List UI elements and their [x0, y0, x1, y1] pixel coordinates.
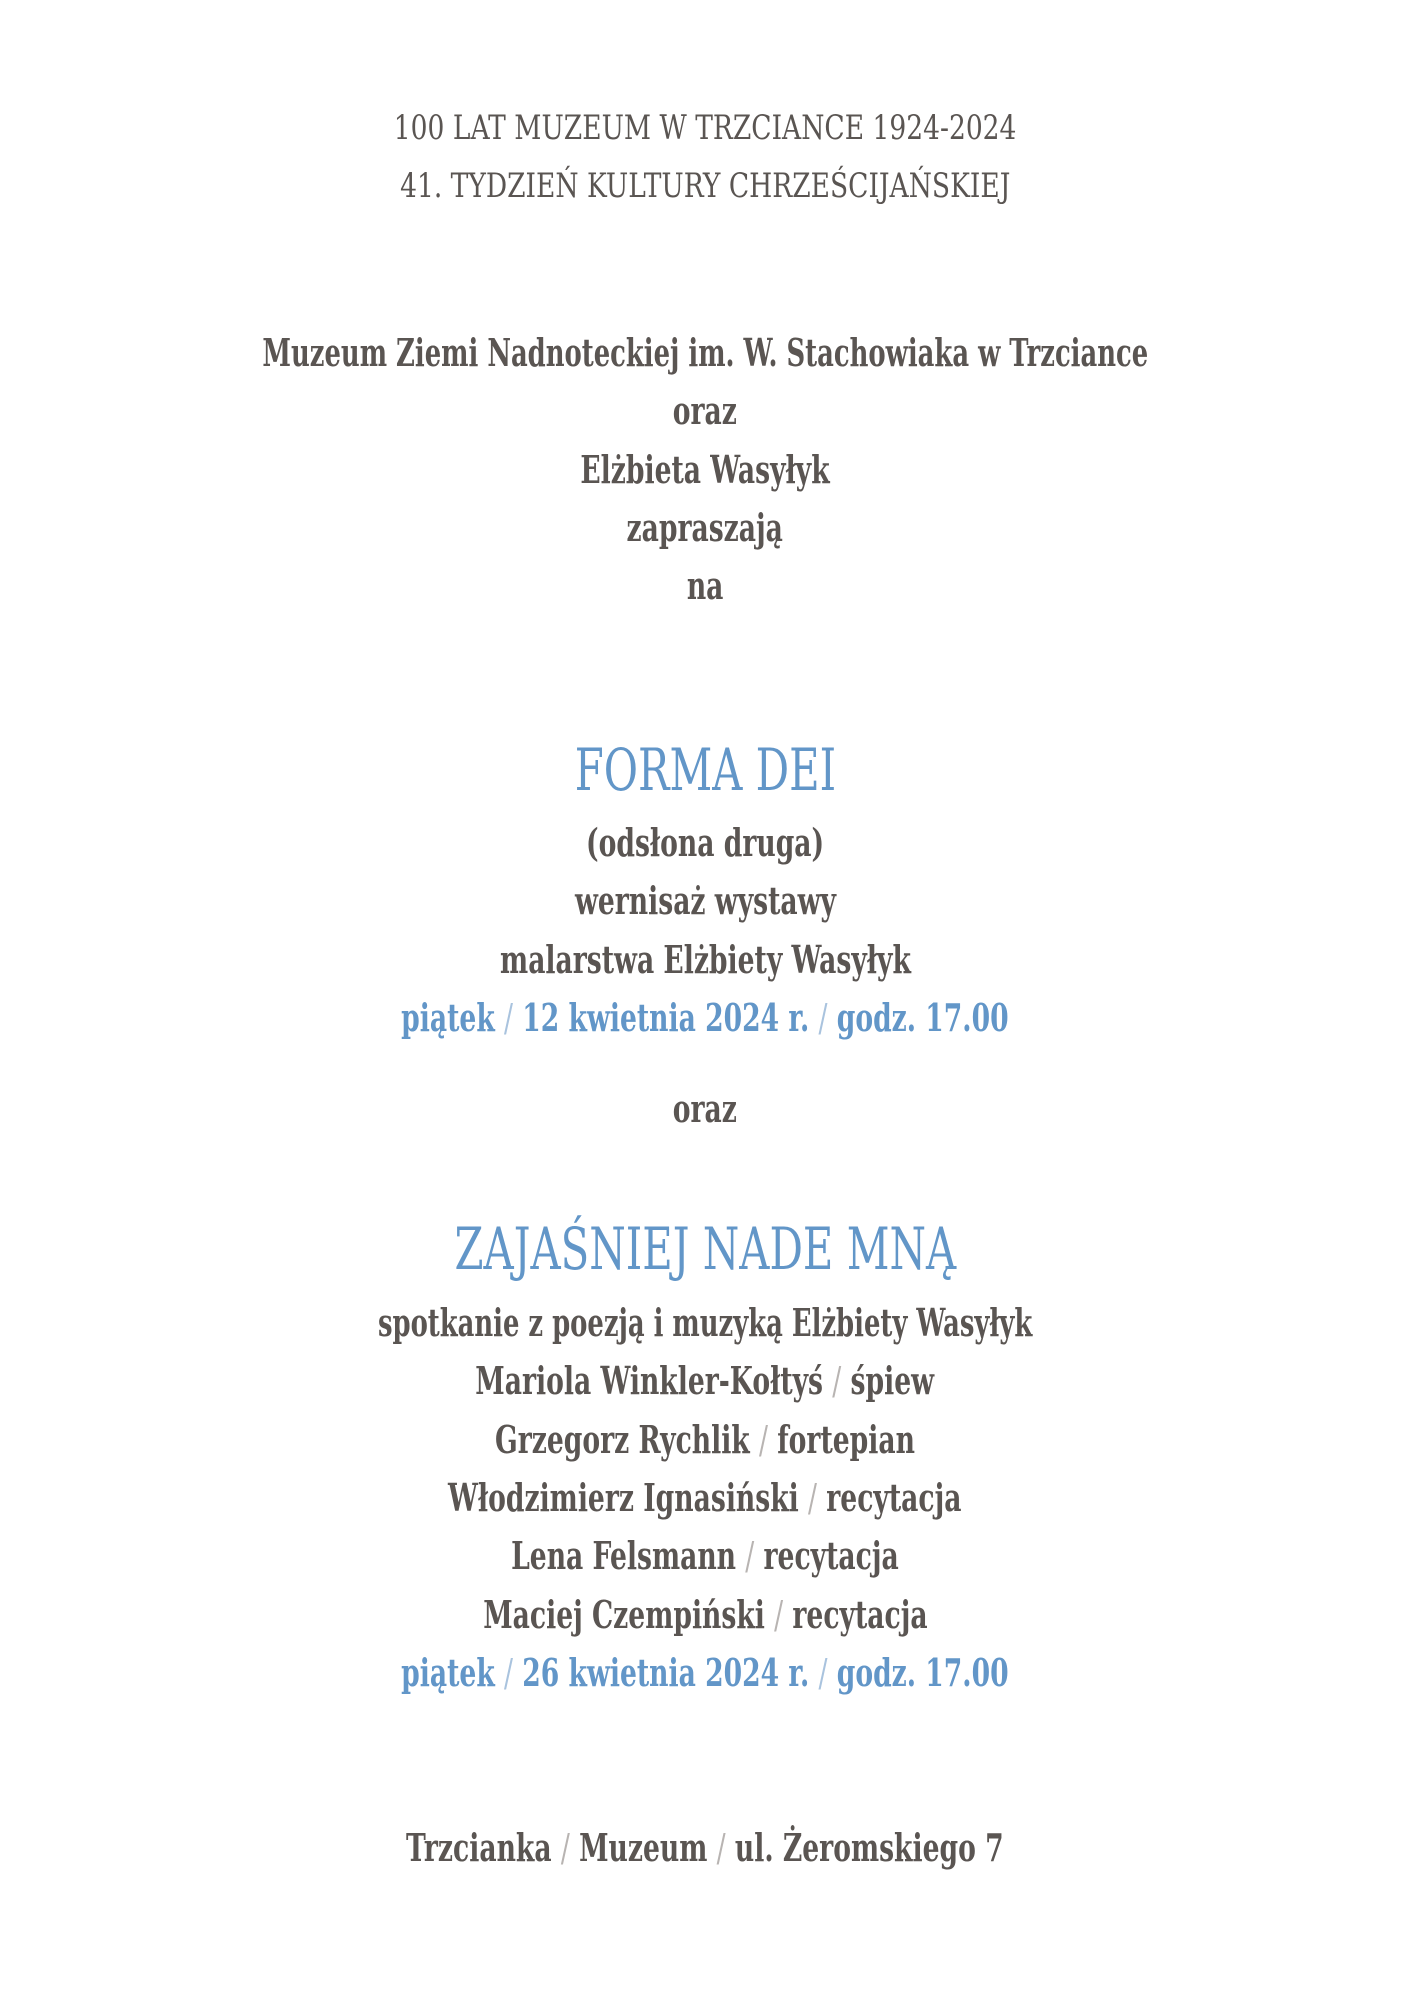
event1-date-value: 12 kwietnia 2024 r.: [522, 995, 810, 1040]
footer-address: Trzcianka / Muzeum / ul. Żeromskiego 7: [406, 1825, 1004, 1870]
event2-day: piątek: [401, 1650, 495, 1695]
event2-date-value: 26 kwietnia 2024 r.: [522, 1650, 810, 1695]
event1-time: godz. 17.00: [836, 995, 1009, 1040]
co-organizer: Elżbieta Wasyłyk: [580, 447, 830, 492]
performer: Lena Felsmann / recytacja: [511, 1533, 899, 1578]
event2-time: godz. 17.00: [836, 1650, 1009, 1695]
between-oraz: oraz: [672, 1086, 738, 1131]
event1-desc1: wernisaż wystawy: [574, 878, 836, 923]
event2-subtitle: spotkanie z poezją i muzyką Elżbiety Wasyłyk: [377, 1300, 1033, 1345]
performer: Maciej Czempiński / recytacja: [482, 1592, 928, 1637]
event1-title: FORMA DEI: [574, 736, 836, 804]
culture-week-heading: 41. TYDZIEŃ KULTURY CHRZEŚCIJAŃSKIEJ: [399, 166, 1011, 206]
performer: Włodzimierz Ignasiński / recytacja: [448, 1475, 962, 1520]
event1-subtitle: (odsłona druga): [585, 820, 825, 865]
anniversary-heading: 100 LAT MUZEUM W TRZCIANCE 1924-2024: [393, 108, 1017, 148]
event2-title: ZAJAŚNIEJ NADE MNĄ: [454, 1215, 956, 1283]
invite-preposition: na: [686, 563, 724, 608]
invite-verb: zapraszają: [626, 505, 784, 550]
organizer: Muzeum Ziemi Nadnoteckiej im. W. Stachowiaka w Trzciance: [262, 330, 1148, 375]
event1-desc2: malarstwa Elżbiety Wasyłyk: [499, 937, 911, 982]
performer: Mariola Winkler-Kołtyś / śpiew: [475, 1358, 935, 1403]
performer: Grzegorz Rychlik / fortepian: [495, 1417, 915, 1462]
event1-date: piątek / 12 kwietnia 2024 r. / godz. 17.00: [401, 995, 1009, 1040]
conjunction-oraz: oraz: [672, 388, 738, 433]
event2-date: piątek / 26 kwietnia 2024 r. / godz. 17.00: [401, 1650, 1009, 1695]
event1-day: piątek: [401, 995, 495, 1040]
